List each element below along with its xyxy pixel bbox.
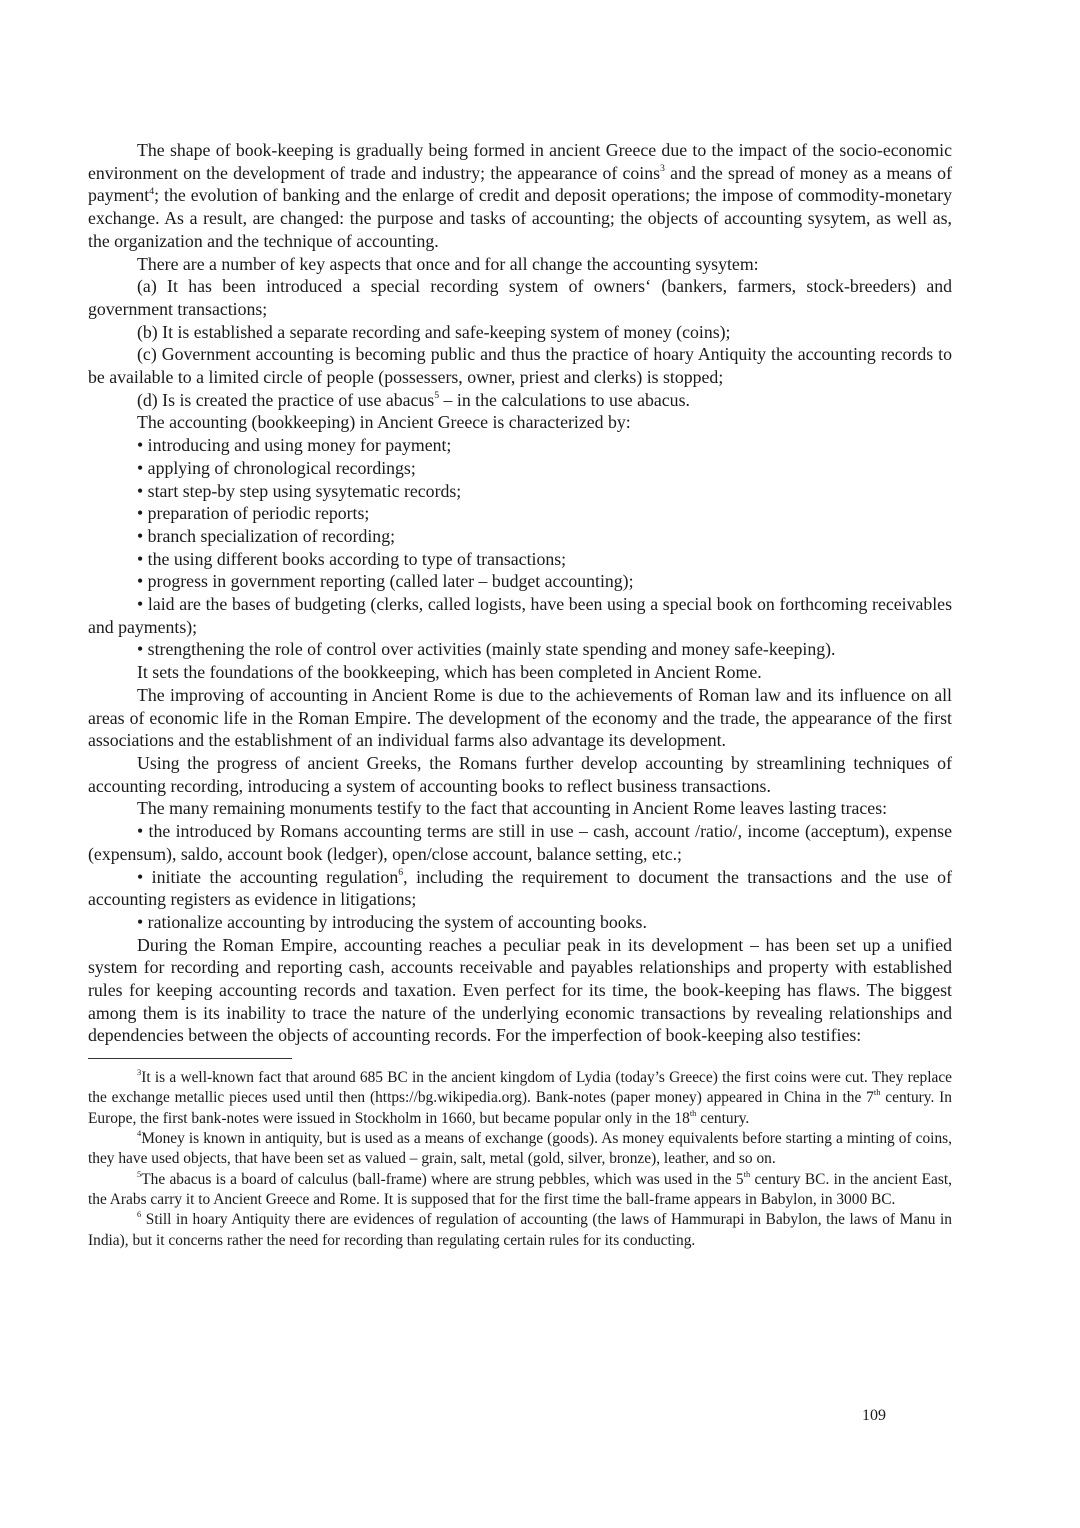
paragraph-rome-progress: Using the progress of ancient Greeks, the Romans further develop accounting by streamlining techniques of accounting recording, introducing a system of accounting books to reflect business transactions. <box>88 752 952 796</box>
footnote-number: 5 <box>137 1168 142 1179</box>
ordinal-suffix: th <box>743 1168 751 1179</box>
text: ; the evolution of banking and the enlarge of credit and deposit operations; the impose of commodity-monetary exchange. As a result, are changed: the purpose and tasks of accounting; the objects of accounting sysytem, as well as, the organization and the technique of accounting. <box>88 185 952 251</box>
footnote-ref-3: 3 <box>660 162 665 174</box>
footnote-divider <box>88 1058 292 1059</box>
paragraph-foundations: It sets the foundations of the bookkeeping, which has been completed in Ancient Rome. <box>137 662 762 683</box>
bullet-item: • applying of chronological recordings; <box>137 457 416 478</box>
paragraph-rome-improving: The improving of accounting in Ancient Rome is due to the achievements of Roman law and its influence on all areas of economic life in the Roman Empire. The development of the economy and the trade, the appearance of the first associations and the establishment of an individual farms also advantage its development. <box>88 684 952 751</box>
footnote-ref-6: 6 <box>398 866 404 878</box>
text: Money is known in antiquity, but is used as a means of exchange (goods). As money equivalents before starting a minting of coins, they have used objects, that have been set as valued – grain, salt, metal (gold, silver, bronze), leather, and so on. <box>88 1130 952 1168</box>
footnote-number: 6 <box>137 1209 142 1220</box>
text: • initiate the accounting regulation <box>137 866 399 887</box>
text: century. In Europe, the first bank-notes were issued in Stockholm in 1660, but became popular only in the 18 <box>88 1089 953 1127</box>
text: – in the calculations to use abacus. <box>439 389 690 410</box>
paragraph-greece-intro <box>88 139 952 253</box>
footnote-3 <box>88 1068 952 1129</box>
bullet-item: • preparation of periodic reports; <box>137 503 370 524</box>
footnote-6 <box>88 1210 952 1251</box>
text: Still in hoary Antiquity there are evidences of regulation of accounting (the laws of Hammurapi in Babylon, the laws of Manu in India), but it concerns rather the need for recording than regulating certain rules for its conducting. <box>88 1211 952 1249</box>
list-item-c: (c) Government accounting is becoming public and thus the practice of hoary Antiquity the accounting records to be available to a limited circle of people (possessers, owner, priest and clerks) is stopped; <box>88 344 952 388</box>
main-text <box>88 139 952 1047</box>
text: The abacus is a board of calculus (ball-frame) where are strung pebbles, which was used in the 5 <box>141 1170 744 1188</box>
list-item-d <box>88 389 952 412</box>
list-item-b: (b) It is established a separate recording and safe-keeping system of money (coins); <box>137 321 731 342</box>
paragraph-greece-characterized: The accounting (bookkeeping) in Ancient Greece is characterized by: <box>137 412 631 433</box>
bullet-item: • strengthening the role of control over activities (mainly state spending and money safe-keeping). <box>137 639 836 660</box>
paragraph-key-aspects: There are a number of key aspects that once and for all change the accounting sysytem: <box>137 253 759 274</box>
text: century. <box>696 1109 750 1127</box>
footnote-number: 4 <box>137 1128 142 1139</box>
text: The shape of book-keeping is gradually being formed in ancient Greece due to the impact of the socio-economic environment on the development of trade and industry; the appearance of coins <box>88 140 952 183</box>
footnote-ref-5: 5 <box>434 389 440 401</box>
text: , including the requirement to document the transactions and the use of accounting registers as evidence in litigations; <box>88 866 952 910</box>
bullet-item: • progress in government reporting (called later – budget accounting); <box>137 571 634 592</box>
paragraph-rome-monuments: The many remaining monuments testify to the fact that accounting in Ancient Rome leaves lasting traces: <box>137 798 888 819</box>
bullet-item: • laid are the bases of budgeting (clerks, called logists, have been using a special book on forthcoming receivables and payments); <box>88 594 952 637</box>
text: (d) Is is created the practice of use abacus <box>137 389 435 410</box>
footnotes <box>88 1068 952 1251</box>
list-item-a: (a) It has been introduced a special recording system of owners‘ (bankers, farmers, stock-breeders) and government transactions; <box>88 276 952 319</box>
bullet-item: • introducing and using money for payment; <box>137 435 452 456</box>
ordinal-suffix: th <box>873 1087 881 1098</box>
bullet-item: • the using different books according to type of transactions; <box>137 548 567 569</box>
bullet-item-rome-terms: • the introduced by Romans accounting terms are still in use – cash, account /ratio/, income (acceptum), expense (expensum), saldo, account book (ledger), open/close account, balance setting, etc.; <box>88 821 952 864</box>
bullet-item: • branch specialization of recording; <box>137 525 396 546</box>
page-number: 109 <box>862 1407 886 1424</box>
text: century BC. in the ancient East, the Arabs carry it to Ancient Greece and Rome. It is supposed that for the first time the ball-frame appears in Babylon, in 3000 BC. <box>88 1170 952 1208</box>
footnote-4 <box>88 1129 952 1170</box>
page-content <box>88 139 952 1251</box>
text: and the spread of money as a means of payment <box>88 162 952 206</box>
text: It is a well-known fact that around 685 BC in the ancient kingdom of Lydia (today’s Greece) the first coins were cut. They replace the exchange metallic pieces used until then (https://bg.wikipedia.org). Bank-notes (paper money) appeared in China in the 7 <box>88 1069 952 1107</box>
footnote-5 <box>88 1170 952 1211</box>
bullet-item-rome-regulation <box>88 866 952 911</box>
ordinal-suffix: th <box>689 1107 697 1118</box>
paragraph-roman-empire: During the Roman Empire, accounting reaches a peculiar peak in its development – has been set up a unified system for recording and reporting cash, accounts receivable and payables relationships and property with established rules for keeping accounting records and taxation. Even perfect for its time, the book-keeping has flaws. The biggest among them is its inability to trace the nature of the underlying economic transactions by revealing relationships and dependencies between the objects of accounting records. For the imperfection of book-keeping also testifies: <box>88 934 952 1046</box>
footnote-number: 3 <box>137 1067 142 1078</box>
bullet-item: • start step-by step using sysytematic records; <box>137 480 462 501</box>
footnote-ref-4: 4 <box>149 185 155 197</box>
bullet-item-rome-books: • rationalize accounting by introducing the system of accounting books. <box>137 911 647 932</box>
